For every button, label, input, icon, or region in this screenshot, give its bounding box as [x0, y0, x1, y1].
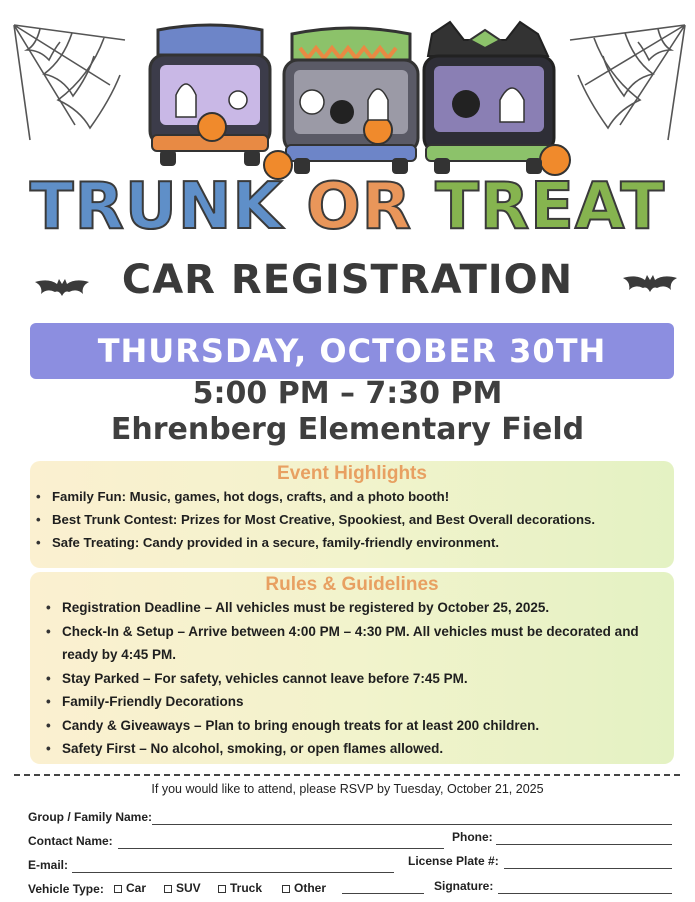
list-item: • Family Fun: Music, games, hot dogs, crafts, and a photo booth!: [52, 485, 674, 508]
vehicle-type-label: Vehicle Type:: [28, 882, 104, 896]
spiderweb-right-icon: [570, 25, 685, 140]
checkbox-icon[interactable]: [282, 885, 290, 893]
rsvp-note: If you would like to attend, please RSVP by Tuesday, October 21, 2025: [151, 782, 544, 796]
list-item: • Check-In & Setup – Arrive between 4:00 PM – 4:30 PM. All vehicles must be decorated and ready by 4:45 PM.: [62, 620, 652, 667]
halloween-cars-illustration: [0, 0, 695, 185]
group-name-label: Group / Family Name:: [28, 810, 153, 824]
rules-guidelines-heading: Rules & Guidelines: [265, 574, 439, 595]
event-location: Ehrenberg Elementary Field: [110, 412, 585, 447]
vehicle-option-other[interactable]: [282, 881, 326, 895]
vehicle-option-label: Other: [294, 881, 327, 895]
vehicle-option-label: SUV: [176, 881, 201, 895]
list-item: • Stay Parked – For safety, vehicles cannot leave before 7:45 PM.: [62, 667, 674, 691]
list-item: • Candy & Giveaways – Plan to bring enough treats for at least 200 children.: [62, 714, 674, 738]
checkbox-icon[interactable]: [114, 885, 122, 893]
rules-guidelines-panel: [30, 572, 674, 764]
event-highlights-heading: Event Highlights: [277, 463, 427, 484]
email-field[interactable]: [72, 872, 394, 873]
contact-name-label: Contact Name:: [28, 834, 113, 848]
email-label: E-mail:: [28, 858, 69, 872]
list-item: • Family-Friendly Decorations: [62, 690, 674, 714]
license-plate-field[interactable]: [504, 868, 672, 869]
vehicle-option-label: Truck: [230, 881, 263, 895]
event-title: [0, 172, 695, 242]
event-subtitle: CAR REGISTRATION: [121, 257, 574, 303]
checkbox-icon[interactable]: [164, 885, 172, 893]
event-highlights-list: [52, 485, 674, 554]
license-plate-label: License Plate #:: [408, 854, 499, 868]
checkbox-icon[interactable]: [218, 885, 226, 893]
list-item: • Registration Deadline – All vehicles must be registered by October 25, 2025.: [62, 596, 674, 620]
rules-list: [62, 596, 674, 761]
phone-field[interactable]: [496, 844, 672, 845]
event-date-banner: THURSDAY, OCTOBER 30TH: [30, 323, 674, 379]
list-item: • Safety First – No alcohol, smoking, or open flames allowed.: [62, 737, 674, 761]
vehicle-option-label: Car: [126, 881, 147, 895]
phone-label: Phone:: [452, 830, 493, 844]
spiderweb-left-icon: [14, 25, 125, 140]
list-item: • Best Trunk Contest: Prizes for Most Creative, Spookiest, and Best Overall decorations.: [52, 508, 674, 531]
car-right-icon: [424, 22, 570, 175]
car-left-icon: [150, 25, 270, 166]
title-word-trunk: TRUNK: [29, 170, 283, 244]
vehicle-option-car[interactable]: [114, 881, 146, 895]
contact-name-field[interactable]: [118, 848, 444, 849]
signature-field[interactable]: [498, 893, 672, 894]
event-time: 5:00 PM – 7:30 PM: [192, 376, 503, 411]
signature-label: Signature:: [434, 879, 494, 893]
title-word-or: OR: [306, 170, 412, 244]
list-item: • Safe Treating: Candy provided in a secure, family-friendly environment.: [52, 531, 674, 554]
event-highlights-panel: [30, 461, 674, 568]
car-middle-icon: [284, 28, 418, 174]
vehicle-other-field[interactable]: [342, 893, 424, 894]
cut-line-divider: [14, 774, 680, 776]
vehicle-option-truck[interactable]: [218, 881, 262, 895]
group-name-field[interactable]: [152, 824, 672, 825]
title-word-treat: TREAT: [435, 170, 666, 244]
vehicle-option-suv[interactable]: [164, 881, 201, 895]
